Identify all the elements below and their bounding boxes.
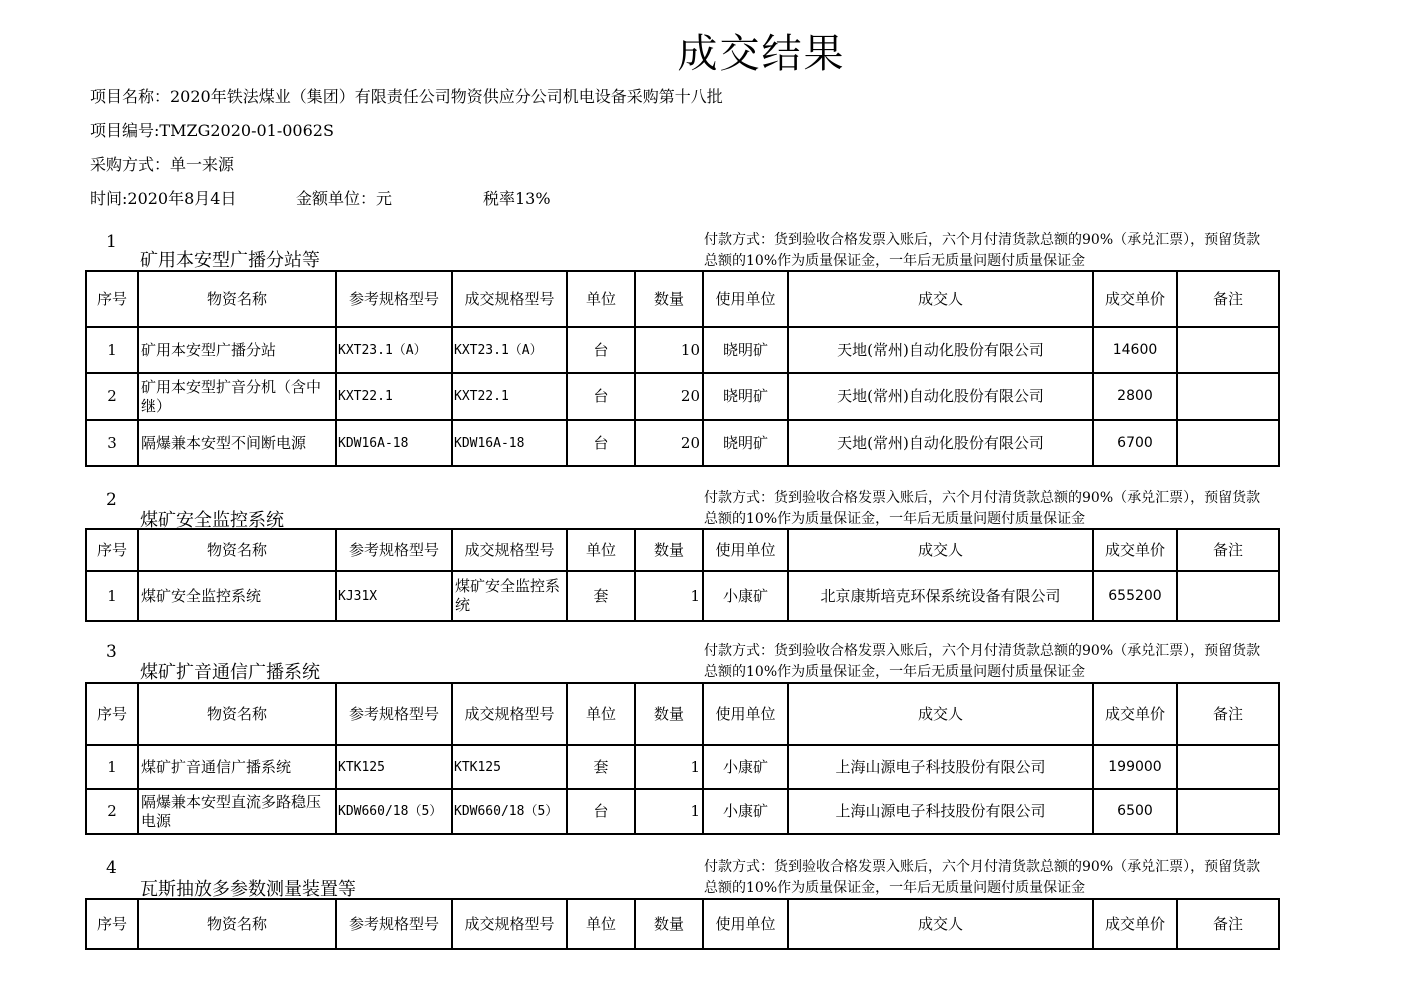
- cell-price: 2800: [1093, 373, 1177, 420]
- project-number: 项目编号:TMZG2020-01-0062S: [90, 121, 334, 140]
- cell-vendor: 天地(常州)自动化股份有限公司: [788, 327, 1093, 373]
- cell-qty: 1: [635, 789, 703, 834]
- header-col-unit: 单位: [567, 529, 635, 571]
- cell-note: [1177, 327, 1279, 373]
- cell-spec: KXT23.1（A）: [452, 327, 567, 373]
- header-col-unit: 单位: [567, 683, 635, 745]
- cell-no: 1: [86, 327, 138, 373]
- cell-user: 晓明矿: [703, 327, 788, 373]
- header-col-vendor: 成交人: [788, 899, 1093, 949]
- header-col-qty: 数量: [635, 899, 703, 949]
- cell-note: [1177, 420, 1279, 466]
- cell-qty: 20: [635, 373, 703, 420]
- results-table: [85, 682, 1280, 835]
- cell-ref-spec: KTK125: [336, 745, 452, 789]
- cell-spec: 煤矿安全监控系统: [452, 571, 567, 621]
- header-col-ref-spec: 参考规格型号: [336, 271, 452, 327]
- cell-name: 煤矿扩音通信广播系统: [138, 745, 336, 789]
- header-col-ref-spec: 参考规格型号: [336, 529, 452, 571]
- cell-user: 小康矿: [703, 571, 788, 621]
- results-table: [85, 270, 1280, 467]
- header-col-qty: 数量: [635, 683, 703, 745]
- header-col-unit: 单位: [567, 899, 635, 949]
- cell-price: 6700: [1093, 420, 1177, 466]
- tax-rate: 税率13%: [483, 189, 551, 208]
- results-table: [85, 898, 1280, 950]
- cell-ref-spec: KJ31X: [336, 571, 452, 621]
- project-name: 项目名称：2020年铁法煤业（集团）有限责任公司物资供应分公司机电设备采购第十八批: [90, 87, 723, 106]
- section-number: 2: [106, 490, 117, 510]
- cell-user: 小康矿: [703, 789, 788, 834]
- header-col-vendor: 成交人: [788, 683, 1093, 745]
- header-col-user: 使用单位: [703, 899, 788, 949]
- cell-name: 煤矿安全监控系统: [138, 571, 336, 621]
- header-col-spec: 成交规格型号: [452, 529, 567, 571]
- header-col-no: 序号: [86, 683, 138, 745]
- header-col-qty: 数量: [635, 271, 703, 327]
- section-name: 矿用本安型广播分站等: [140, 250, 320, 271]
- cell-no: 3: [86, 420, 138, 466]
- header-col-unit: 单位: [567, 271, 635, 327]
- cell-note: [1177, 789, 1279, 834]
- header-col-name: 物资名称: [138, 529, 336, 571]
- cell-name: 矿用本安型扩音分机（含中继）: [138, 373, 336, 420]
- cell-spec: KXT22.1: [452, 373, 567, 420]
- cell-name: 隔爆兼本安型直流多路稳压电源: [138, 789, 336, 834]
- cell-ref-spec: KDW660/18（5）: [336, 789, 452, 834]
- header-col-spec: 成交规格型号: [452, 899, 567, 949]
- table-header-row: [86, 899, 1279, 949]
- header-col-vendor: 成交人: [788, 529, 1093, 571]
- header-col-no: 序号: [86, 529, 138, 571]
- payment-terms: 付款方式：货到验收合格发票入账后，六个月付清货款总额的90%（承兑汇票），预留货款总额的10%作为质量保证金，一年后无质量问题付质量保证金: [704, 643, 1261, 680]
- payment-terms: 付款方式：货到验收合格发票入账后，六个月付清货款总额的90%（承兑汇票），预留货款总额的10%作为质量保证金，一年后无质量问题付质量保证金: [704, 232, 1261, 269]
- cell-ref-spec: KXT23.1（A）: [336, 327, 452, 373]
- header-col-name: 物资名称: [138, 271, 336, 327]
- cell-ref-spec: KDW16A-18: [336, 420, 452, 466]
- payment-terms: 付款方式：货到验收合格发票入账后，六个月付清货款总额的90%（承兑汇票），预留货款总额的10%作为质量保证金，一年后无质量问题付质量保证金: [704, 859, 1261, 896]
- header-col-price: 成交单价: [1093, 899, 1177, 949]
- header-col-no: 序号: [86, 899, 138, 949]
- header-col-vendor: 成交人: [788, 271, 1093, 327]
- header-col-name: 物资名称: [138, 683, 336, 745]
- header-col-ref-spec: 参考规格型号: [336, 683, 452, 745]
- table-row: [86, 789, 1279, 834]
- cell-note: [1177, 571, 1279, 621]
- cell-vendor: 天地(常州)自动化股份有限公司: [788, 373, 1093, 420]
- header-col-price: 成交单价: [1093, 529, 1177, 571]
- table-header-row: [86, 529, 1279, 571]
- cell-unit: 套: [567, 571, 635, 621]
- page-title: 成交结果: [677, 31, 846, 77]
- section-name: 瓦斯抽放多参数测量装置等: [140, 879, 356, 900]
- header-col-ref-spec: 参考规格型号: [336, 899, 452, 949]
- header-col-spec: 成交规格型号: [452, 683, 567, 745]
- cell-no: 1: [86, 571, 138, 621]
- cell-no: 2: [86, 789, 138, 834]
- currency-unit: 金额单位：元: [296, 189, 393, 208]
- cell-no: 1: [86, 745, 138, 789]
- cell-vendor: 北京康斯培克环保系统设备有限公司: [788, 571, 1093, 621]
- header-col-note: 备注: [1177, 899, 1279, 949]
- cell-unit: 台: [567, 327, 635, 373]
- cell-unit: 套: [567, 745, 635, 789]
- table-row: [86, 327, 1279, 373]
- payment-terms: 付款方式：货到验收合格发票入账后，六个月付清货款总额的90%（承兑汇票），预留货款总额的10%作为质量保证金，一年后无质量问题付质量保证金: [704, 490, 1261, 527]
- cell-user: 小康矿: [703, 745, 788, 789]
- header-col-note: 备注: [1177, 271, 1279, 327]
- header-col-qty: 数量: [635, 529, 703, 571]
- cell-ref-spec: KXT22.1: [336, 373, 452, 420]
- header-col-note: 备注: [1177, 529, 1279, 571]
- header-col-spec: 成交规格型号: [452, 271, 567, 327]
- cell-spec: KTK125: [452, 745, 567, 789]
- cell-spec: KDW660/18（5）: [452, 789, 567, 834]
- table-row: [86, 373, 1279, 420]
- header-col-name: 物资名称: [138, 899, 336, 949]
- table-row: [86, 571, 1279, 621]
- cell-price: 199000: [1093, 745, 1177, 789]
- section-name: 煤矿扩音通信广播系统: [140, 662, 320, 683]
- header-col-price: 成交单价: [1093, 271, 1177, 327]
- cell-name: 矿用本安型广播分站: [138, 327, 336, 373]
- cell-unit: 台: [567, 373, 635, 420]
- header-col-user: 使用单位: [703, 683, 788, 745]
- cell-price: 655200: [1093, 571, 1177, 621]
- cell-user: 晓明矿: [703, 373, 788, 420]
- cell-spec: KDW16A-18: [452, 420, 567, 466]
- cell-name: 隔爆兼本安型不间断电源: [138, 420, 336, 466]
- cell-note: [1177, 373, 1279, 420]
- cell-qty: 1: [635, 571, 703, 621]
- results-table: [85, 528, 1280, 622]
- section-number: 1: [106, 232, 117, 252]
- cell-qty: 10: [635, 327, 703, 373]
- table-row: [86, 420, 1279, 466]
- cell-vendor: 天地(常州)自动化股份有限公司: [788, 420, 1093, 466]
- table-row: [86, 745, 1279, 789]
- procurement-method: 采购方式：单一来源: [90, 155, 235, 174]
- header-col-no: 序号: [86, 271, 138, 327]
- cell-price: 14600: [1093, 327, 1177, 373]
- date: 时间:2020年8月4日: [90, 189, 237, 208]
- cell-vendor: 上海山源电子科技股份有限公司: [788, 789, 1093, 834]
- cell-qty: 20: [635, 420, 703, 466]
- cell-vendor: 上海山源电子科技股份有限公司: [788, 745, 1093, 789]
- cell-user: 晓明矿: [703, 420, 788, 466]
- cell-unit: 台: [567, 789, 635, 834]
- section-number: 4: [106, 858, 117, 878]
- header-col-price: 成交单价: [1093, 683, 1177, 745]
- header-col-user: 使用单位: [703, 271, 788, 327]
- table-header-row: [86, 271, 1279, 327]
- header-col-user: 使用单位: [703, 529, 788, 571]
- cell-unit: 台: [567, 420, 635, 466]
- cell-no: 2: [86, 373, 138, 420]
- table-header-row: [86, 683, 1279, 745]
- cell-qty: 1: [635, 745, 703, 789]
- cell-note: [1177, 745, 1279, 789]
- cell-price: 6500: [1093, 789, 1177, 834]
- section-number: 3: [106, 642, 117, 662]
- section-name: 煤矿安全监控系统: [140, 510, 284, 531]
- header-col-note: 备注: [1177, 683, 1279, 745]
